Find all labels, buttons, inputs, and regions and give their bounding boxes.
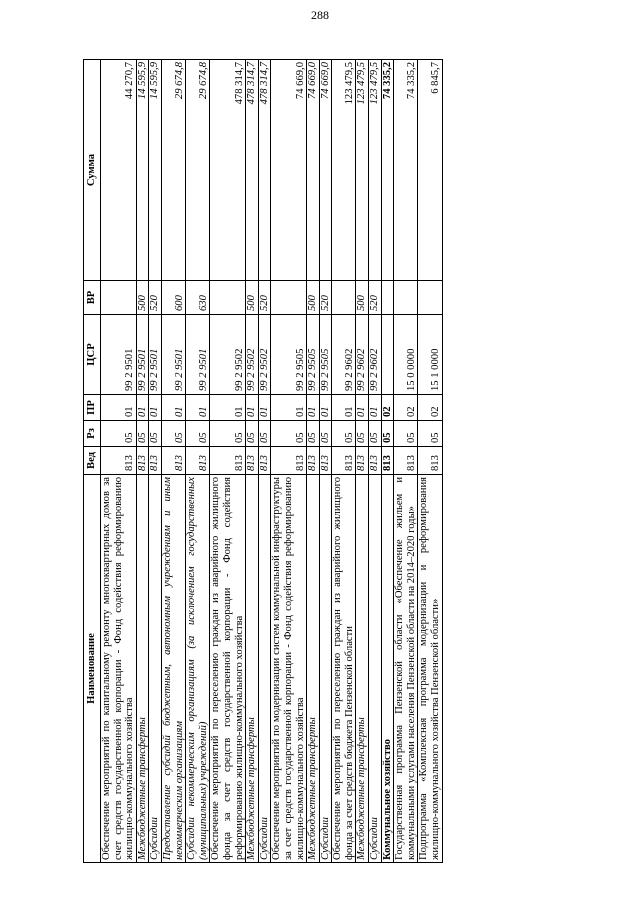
- cell-csr: 99 2 9501: [186, 315, 210, 395]
- cell-vr: 500: [307, 281, 320, 315]
- cell-pr: 02: [418, 395, 442, 421]
- cell-sum: 123 479,5: [356, 60, 369, 281]
- cell-name: Субсидии: [369, 475, 382, 863]
- cell-name: Субсидии: [319, 475, 332, 863]
- cell-pr: 01: [210, 395, 246, 421]
- cell-sum: 6 845,7: [418, 60, 442, 281]
- cell-rz: 05: [186, 421, 210, 447]
- cell-ved: 813: [136, 447, 149, 475]
- cell-pr: 02: [381, 395, 394, 421]
- cell-sum: 74 669,0: [319, 60, 332, 281]
- cell-name: Межбюджетные трансферты: [246, 475, 259, 863]
- cell-vr: 500: [356, 281, 369, 315]
- cell-ved: 813: [246, 447, 259, 475]
- cell-rz: 05: [356, 421, 369, 447]
- cell-sum: 74 669,0: [307, 60, 320, 281]
- cell-sum: 29 674,8: [186, 60, 210, 281]
- cell-csr: 99 2 9602: [332, 315, 356, 395]
- cell-csr: 99 2 9602: [356, 315, 369, 395]
- cell-name: Обеспечение мероприятий по модернизации систем коммунальной инфраструктуры за счет средств государственной корпорации - Фонд содействия реформированию жилищно-коммунального хозяйства: [271, 475, 307, 863]
- cell-rz: 05: [319, 421, 332, 447]
- cell-csr: [381, 315, 394, 395]
- cell-pr: 01: [319, 395, 332, 421]
- table-row: [246, 60, 259, 863]
- cell-vr: 520: [258, 281, 271, 315]
- cell-name: Субсидии: [258, 475, 271, 863]
- cell-sum: 123 479,5: [369, 60, 382, 281]
- cell-ved: 813: [186, 447, 210, 475]
- header-pr: ПР: [84, 395, 101, 421]
- cell-csr: 99 2 9501: [149, 315, 162, 395]
- cell-vr: [418, 281, 442, 315]
- header-name: Наименование: [84, 475, 101, 863]
- cell-sum: 74 669,0: [271, 60, 307, 281]
- table-row: [381, 60, 394, 863]
- cell-rz: 05: [332, 421, 356, 447]
- cell-name: Субсидии: [149, 475, 162, 863]
- cell-ved: 813: [332, 447, 356, 475]
- cell-sum: 14 595,9: [136, 60, 149, 281]
- cell-pr: 01: [149, 395, 162, 421]
- cell-vr: 520: [319, 281, 332, 315]
- cell-name: Подпрограмма «Комплексная программа модернизации и реформирования жилищно-коммунального хозяйства Пензенской области»: [418, 475, 442, 863]
- cell-pr: 01: [369, 395, 382, 421]
- table-row: [307, 60, 320, 863]
- cell-sum: 74 335,2: [381, 60, 394, 281]
- cell-name: Субсидии некоммерческим организациям (за исключением государственных (муниципальных) учреждений): [186, 475, 210, 863]
- header-vr: ВР: [84, 281, 101, 315]
- cell-csr: 99 2 9602: [369, 315, 382, 395]
- cell-ved: 813: [258, 447, 271, 475]
- cell-name: Обеспечение мероприятий по переселению граждан из аварийного жилищного фонда за счет средств государственной корпорации - Фонд содействия реформированию жилищно-коммунального хозяйства: [210, 475, 246, 863]
- cell-csr: 99 2 9502: [258, 315, 271, 395]
- cell-csr: 99 2 9502: [246, 315, 259, 395]
- cell-rz: 05: [369, 421, 382, 447]
- cell-rz: 05: [394, 421, 418, 447]
- cell-ved: 813: [149, 447, 162, 475]
- cell-sum: 478 314,7: [246, 60, 259, 281]
- cell-pr: 01: [186, 395, 210, 421]
- cell-pr: 01: [258, 395, 271, 421]
- table-row: [161, 60, 185, 863]
- cell-ved: 813: [394, 447, 418, 475]
- cell-pr: 01: [356, 395, 369, 421]
- cell-vr: [332, 281, 356, 315]
- cell-vr: 520: [149, 281, 162, 315]
- cell-rz: 05: [101, 421, 137, 447]
- table-row: [210, 60, 246, 863]
- table-header-row: [84, 60, 101, 863]
- cell-sum: 123 479,5: [332, 60, 356, 281]
- cell-name: Межбюджетные трансферты: [307, 475, 320, 863]
- table-row: [332, 60, 356, 863]
- cell-sum: 478 314,7: [210, 60, 246, 281]
- cell-ved: 813: [101, 447, 137, 475]
- header-rz: Рз: [84, 421, 101, 447]
- cell-rz: 05: [271, 421, 307, 447]
- header-sum: Сумма: [84, 60, 101, 281]
- cell-ved: 813: [418, 447, 442, 475]
- cell-ved: 813: [161, 447, 185, 475]
- cell-vr: 630: [186, 281, 210, 315]
- cell-name: Межбюджетные трансферты: [356, 475, 369, 863]
- cell-vr: [271, 281, 307, 315]
- cell-csr: 99 2 9501: [161, 315, 185, 395]
- cell-csr: 99 2 9502: [210, 315, 246, 395]
- cell-csr: 99 2 9505: [271, 315, 307, 395]
- cell-rz: 05: [418, 421, 442, 447]
- cell-vr: 600: [161, 281, 185, 315]
- rotated-table-container: [83, 60, 533, 863]
- table-row: [319, 60, 332, 863]
- cell-pr: 01: [136, 395, 149, 421]
- cell-pr: 01: [101, 395, 137, 421]
- cell-rz: 05: [381, 421, 394, 447]
- cell-vr: 500: [136, 281, 149, 315]
- cell-pr: 01: [271, 395, 307, 421]
- cell-csr: 99 2 9501: [136, 315, 149, 395]
- cell-vr: [394, 281, 418, 315]
- cell-csr: 99 2 9505: [319, 315, 332, 395]
- cell-ved: 813: [356, 447, 369, 475]
- cell-name: Обеспечение мероприятий по капитальному ремонту многоквартирных домов за счет средств государственной корпорации - Фонд содействия реформированию жилищно-коммунального хозяйства: [101, 475, 137, 863]
- table-body: [101, 60, 443, 863]
- cell-ved: 813: [210, 447, 246, 475]
- cell-sum: 44 270,7: [101, 60, 137, 281]
- cell-pr: 01: [246, 395, 259, 421]
- cell-name: Коммунальное хозяйство: [381, 475, 394, 863]
- cell-name: Предоставление субсидий бюджетным, автономным учреждениям и иным некоммерческим организациям: [161, 475, 185, 863]
- cell-pr: 01: [161, 395, 185, 421]
- cell-rz: 05: [161, 421, 185, 447]
- cell-vr: [101, 281, 137, 315]
- table-row: [186, 60, 210, 863]
- cell-rz: 05: [246, 421, 259, 447]
- cell-pr: 01: [307, 395, 320, 421]
- cell-sum: 74 335,2: [394, 60, 418, 281]
- cell-vr: [381, 281, 394, 315]
- cell-rz: 05: [210, 421, 246, 447]
- table-row: [136, 60, 149, 863]
- table-row: [101, 60, 137, 863]
- cell-ved: 813: [271, 447, 307, 475]
- table-row: [356, 60, 369, 863]
- cell-ved: 813: [307, 447, 320, 475]
- cell-name: Межбюджетные трансферты: [136, 475, 149, 863]
- header-ved: Вед: [84, 447, 101, 475]
- table-row: [271, 60, 307, 863]
- cell-ved: 813: [381, 447, 394, 475]
- cell-rz: 05: [307, 421, 320, 447]
- cell-sum: 478 314,7: [258, 60, 271, 281]
- table-row: [418, 60, 442, 863]
- table-row: [369, 60, 382, 863]
- cell-name: Обеспечение мероприятий по переселению граждан из аварийного жилищного фонда за счет средств бюджета Пензенской области: [332, 475, 356, 863]
- cell-csr: 99 2 9501: [101, 315, 137, 395]
- table-row: [149, 60, 162, 863]
- cell-name: Государственная программа Пензенской области «Обеспечение жильем и коммунальными услугами населения Пензенской области на 2014–2020 годы»: [394, 475, 418, 863]
- cell-rz: 05: [258, 421, 271, 447]
- budget-table: [83, 59, 443, 863]
- cell-vr: 520: [369, 281, 382, 315]
- cell-csr: 15 1 0000: [418, 315, 442, 395]
- cell-sum: 29 674,8: [161, 60, 185, 281]
- cell-ved: 813: [319, 447, 332, 475]
- table-row: [394, 60, 418, 863]
- cell-pr: 01: [332, 395, 356, 421]
- page-number: 288: [311, 8, 329, 22]
- cell-rz: 05: [136, 421, 149, 447]
- cell-csr: 99 2 9505: [307, 315, 320, 395]
- cell-pr: 02: [394, 395, 418, 421]
- cell-rz: 05: [149, 421, 162, 447]
- cell-vr: [210, 281, 246, 315]
- header-csr: ЦСР: [84, 315, 101, 395]
- cell-ved: 813: [369, 447, 382, 475]
- table-row: [258, 60, 271, 863]
- cell-sum: 14 595,9: [149, 60, 162, 281]
- rotated-table-area: [83, 60, 533, 863]
- cell-csr: 15 0 0000: [394, 315, 418, 395]
- cell-vr: 500: [246, 281, 259, 315]
